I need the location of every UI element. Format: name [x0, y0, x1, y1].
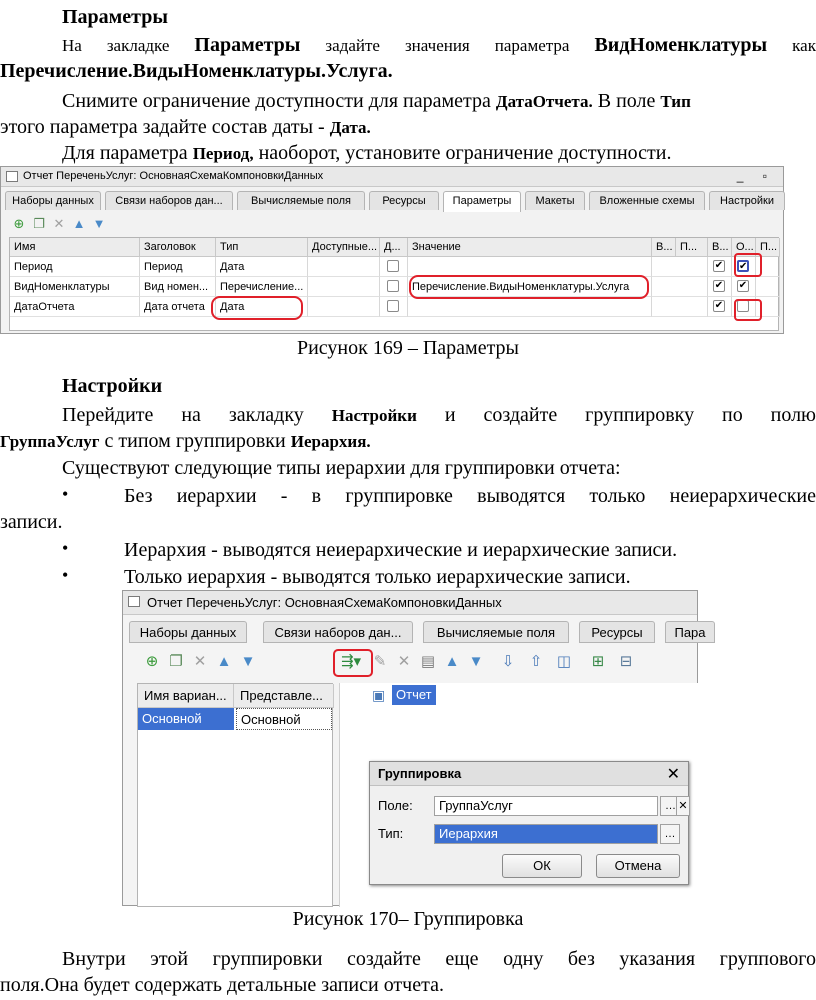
cell-value[interactable]	[408, 297, 652, 317]
type-select[interactable]: Иерархия	[434, 824, 658, 844]
split-icon[interactable]: ⊞	[591, 653, 605, 670]
tab-datasets[interactable]: Наборы данных	[129, 621, 247, 643]
col-header-o[interactable]: О...	[732, 238, 756, 257]
cell-title[interactable]: Дата отчета	[140, 297, 216, 317]
col-header-v2[interactable]: В...	[708, 238, 732, 257]
section-heading-parameters: Параметры	[62, 6, 168, 28]
figure-caption-169: Рисунок 169 – Параметры	[296, 337, 519, 359]
cancel-button[interactable]: Отмена	[596, 854, 680, 878]
cell-v2	[708, 297, 732, 317]
add-icon[interactable]: ⊕	[13, 216, 25, 231]
cell-v2	[708, 277, 732, 297]
variant-name-cell[interactable]: Основной	[138, 708, 234, 730]
close-icon[interactable]: ✕	[666, 766, 680, 783]
figure-caption-170: Рисунок 170– Группировка	[292, 908, 524, 930]
checkbox-availability-checked[interactable]: ✔	[739, 261, 748, 272]
checkbox-d[interactable]	[387, 300, 399, 312]
window-titlebar	[123, 591, 697, 615]
col-header-p2[interactable]: П...	[756, 238, 780, 257]
paragraph-1-line-2: Перечисление.ВидыНоменклатуры.Услуга.	[0, 60, 393, 82]
cell-title[interactable]: Вид номен...	[140, 277, 216, 297]
cell-name[interactable]: Период	[10, 257, 140, 277]
add-grouping-icon[interactable]: ⇶▾	[340, 653, 362, 670]
col-header-value[interactable]: Значение	[408, 238, 652, 257]
type-label: Тип:	[378, 826, 404, 841]
move-up-icon[interactable]: ▲	[216, 653, 232, 670]
col-header-name[interactable]: Имя	[10, 238, 140, 257]
tab-parameters[interactable]: Пара	[665, 621, 715, 643]
tab-layouts[interactable]: Макеты	[525, 191, 585, 210]
cell-type[interactable]: Перечисление...	[216, 277, 308, 297]
add-icon[interactable]: ⊕	[145, 653, 159, 670]
tab-resources[interactable]: Ресурсы	[579, 621, 655, 643]
paragraph-2-line-1: Снимите ограничение доступности для параметра ДатаОтчета. В поле Тип	[62, 90, 691, 112]
move-down-icon[interactable]: ▼	[92, 216, 106, 231]
variant-presentation-cell[interactable]: Основной	[236, 708, 332, 730]
col-header-variant-name[interactable]: Имя вариан...	[138, 684, 234, 708]
cell-o	[732, 277, 756, 297]
col-header-d[interactable]: Д...	[380, 238, 408, 257]
col-header-title[interactable]: Заголовок	[140, 238, 216, 257]
cell-p2	[756, 277, 780, 297]
cell-value[interactable]: Перечисление.ВидыНоменклатуры.Услуга	[408, 277, 652, 297]
tree-root-report[interactable]: Отчет	[392, 685, 436, 705]
paragraph-6-line-1: Внутри этой группировки создайте еще одну без указания группового	[62, 948, 816, 970]
bullet-marker: •	[62, 565, 69, 585]
highlight-add-grouping	[333, 649, 373, 677]
checkbox-d[interactable]	[387, 260, 399, 272]
cell-name[interactable]: ВидНоменклатуры	[10, 277, 140, 297]
edit-icon[interactable]: ✎	[373, 653, 387, 670]
cell-empty	[652, 277, 708, 297]
bullet-3: Только иерархия - выводятся только иерархические записи.	[124, 566, 631, 588]
highlight-availability-box	[734, 253, 762, 277]
paragraph-2-line-2: этого параметра задайте состав даты - Дата.	[0, 116, 371, 138]
checkbox-checked[interactable]: ✔	[714, 280, 724, 291]
paragraph-4-line-1: Перейдите на закладку Настройки и создайте группировку по полю	[62, 404, 816, 426]
move-down-icon[interactable]: ▼	[468, 653, 484, 670]
cell-title[interactable]: Период	[140, 257, 216, 277]
paragraph-3: Для параметра Период, наоборот, установите ограничение доступности.	[62, 142, 672, 164]
col-header-type[interactable]: Тип	[216, 238, 308, 257]
window-title: Отчет ПереченьУслуг: ОсновнаяСхемаКомпоновкиДанных	[147, 595, 502, 610]
col-header-p1[interactable]: П...	[676, 238, 708, 257]
paragraph-1-line-1: На закладке Параметры задайте значения параметра ВидНоменклатуры как	[62, 34, 816, 56]
cell-available[interactable]	[308, 257, 380, 277]
tab-parameters[interactable]: Параметры	[443, 191, 521, 212]
move-down-icon[interactable]: ▼	[240, 653, 256, 670]
move-up-icon[interactable]: ▲	[72, 216, 86, 231]
cell-d	[380, 277, 408, 297]
bullet-marker: •	[62, 484, 69, 504]
parameters-window	[0, 166, 784, 334]
highlight-type-oval	[211, 296, 303, 320]
tab-dataset-links[interactable]: Связи наборов дан...	[105, 191, 233, 210]
variants-list	[137, 683, 333, 907]
properties-icon[interactable]: ▤	[420, 653, 436, 670]
cell-d	[380, 257, 408, 277]
paragraph-4-line-2: ГруппаУслуг с типом группировки Иерархия.	[0, 430, 371, 452]
checkbox-checked[interactable]: ✔	[714, 300, 724, 311]
col-header-presentation[interactable]: Представле...	[234, 684, 334, 708]
ok-button[interactable]: ОК	[502, 854, 582, 878]
highlight-availability-box	[734, 299, 762, 321]
parameters-table	[9, 237, 779, 331]
window-icon	[6, 171, 18, 182]
report-icon: ▣	[372, 687, 386, 703]
cell-name[interactable]: ДатаОтчета	[10, 297, 140, 317]
copy-icon[interactable]: ❐	[33, 216, 45, 231]
export-icon[interactable]: ⇩	[501, 653, 515, 670]
grouping-window	[122, 590, 706, 906]
section-heading-settings: Настройки	[62, 375, 163, 397]
tab-settings[interactable]: Настройки	[709, 191, 785, 210]
paragraph-5: Существуют следующие типы иерархии для группировки отчета:	[62, 457, 621, 479]
checkbox-d[interactable]	[387, 280, 399, 292]
bullet-2: Иерархия - выводятся неиерархические и иерархические записи.	[124, 539, 678, 561]
bullet-1-line-1: Без иерархии - в группировке выводятся только неиерархические	[124, 485, 816, 507]
checkbox-availability-checked[interactable]: ✔	[738, 280, 748, 291]
tab-datasets[interactable]: Наборы данных	[5, 191, 101, 210]
tab-calculated-fields[interactable]: Вычисляемые поля	[423, 621, 569, 643]
delete-icon[interactable]: ✕	[397, 653, 411, 670]
tab-resources[interactable]: Ресурсы	[369, 191, 439, 210]
cell-available[interactable]	[308, 297, 380, 317]
table-icon[interactable]: ⊟	[619, 653, 633, 670]
copy-icon[interactable]: ❐	[169, 653, 183, 670]
tab-calculated-fields[interactable]: Вычисляемые поля	[237, 191, 365, 210]
ellipsis-button[interactable]: …	[660, 824, 680, 844]
cell-value[interactable]	[408, 257, 652, 277]
delete-icon[interactable]: ✕	[53, 216, 65, 231]
highlight-value-oval	[409, 275, 649, 299]
window-icon	[128, 596, 140, 607]
window-controls[interactable]: _ ▫	[736, 169, 775, 183]
import-icon[interactable]: ⇧	[529, 653, 543, 670]
cell-empty	[652, 257, 708, 277]
delete-icon[interactable]: ✕	[193, 653, 207, 670]
grouping-dialog	[369, 761, 689, 885]
preview-icon[interactable]: ◫	[556, 653, 572, 670]
ellipsis-button[interactable]: …	[660, 796, 680, 816]
field-label: Поле:	[378, 798, 413, 813]
tab-nested-schemas[interactable]: Вложенные схемы	[589, 191, 705, 210]
bullet-marker: •	[62, 538, 69, 558]
paragraph-6-line-2: поля.Она будет содержать детальные записи отчета.	[0, 974, 444, 996]
col-header-available[interactable]: Доступные...	[308, 238, 380, 257]
cell-d	[380, 297, 408, 317]
field-input[interactable]: ГруппаУслуг	[434, 796, 658, 816]
checkbox-checked[interactable]: ✔	[714, 260, 724, 271]
move-up-icon[interactable]: ▲	[444, 653, 460, 670]
cell-v2	[708, 257, 732, 277]
cell-type[interactable]: Дата	[216, 257, 308, 277]
clear-icon[interactable]: ✕	[676, 796, 690, 816]
window-title: Отчет ПереченьУслуг: ОсновнаяСхемаКомпоновкиДанных	[23, 170, 324, 182]
bullet-1-line-2: записи.	[0, 511, 63, 533]
col-header-v1[interactable]: В...	[652, 238, 676, 257]
cell-type[interactable]: Дата	[216, 297, 308, 317]
dialog-title: Группировка	[370, 762, 688, 786]
cell-available[interactable]	[308, 277, 380, 297]
cell-empty	[652, 297, 708, 317]
tab-dataset-links[interactable]: Связи наборов дан...	[263, 621, 413, 643]
window-titlebar	[1, 167, 783, 187]
